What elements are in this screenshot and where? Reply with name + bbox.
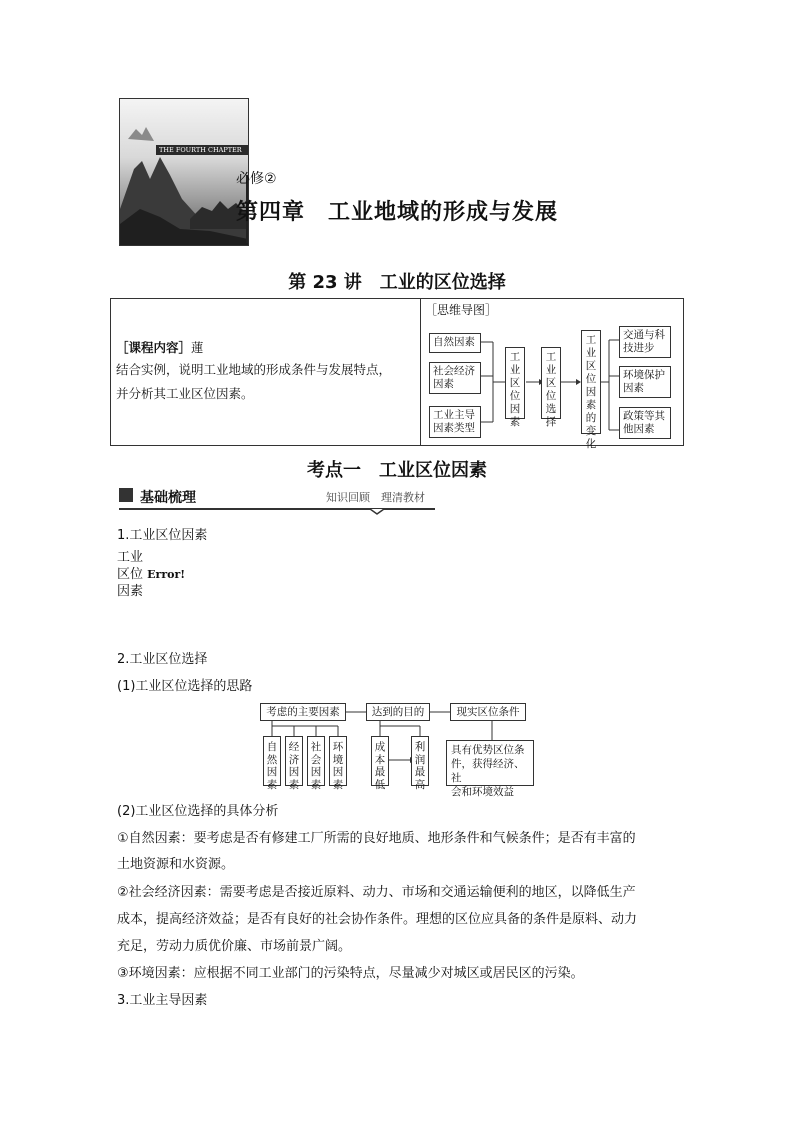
- banner-underline: [119, 508, 435, 510]
- flow-vertical-text: 经济因素: [288, 741, 300, 791]
- paragraph-line: 充足，劳动力质优价廉、市场前景广阔。: [117, 939, 352, 954]
- course-label-suffix: 蓮: [191, 340, 204, 355]
- formula-text: 区位: [117, 567, 144, 582]
- mindmap-location-choice: [541, 347, 561, 428]
- paragraph-line: ③环境因素：应根据不同工业部门的污染特点，尽量减少对城区或居民区的污染。: [117, 966, 584, 981]
- paragraph-line: 成本，提高经济效益；是否有良好的社会协作条件。理想的区位应具备的条件是原料、动力: [117, 912, 638, 927]
- flow-vertical-text: 成本最低: [374, 741, 386, 791]
- flow-reality: 现实区位条件: [450, 703, 526, 721]
- mindmap-policy: 政策等其他因素: [619, 407, 671, 439]
- banner-square-icon: [119, 488, 133, 502]
- mindmap-dominant-factor: 工业主导因素类型: [429, 406, 481, 438]
- heading-3: 3.工业主导因素: [117, 993, 208, 1008]
- chapter-title: 第四章 工业地域的形成与发展: [236, 200, 559, 225]
- course-text-line: 结合实例，说明工业地域的形成条件与发展特点，: [116, 362, 392, 377]
- cover-chapter-strip: THE FOURTH CHAPTER: [156, 145, 249, 155]
- mindmap-tech-progress: 交通与科技进步: [619, 326, 671, 358]
- banner-title: 基础梳理: [140, 490, 196, 506]
- heading-1: 1.工业区位因素: [117, 528, 208, 543]
- mindmap-natural-factor: 自然因素: [429, 333, 481, 353]
- flow-result-line: 会和环境效益: [451, 786, 514, 798]
- heading-2: 2.工业区位选择: [117, 652, 208, 667]
- flow-result: [446, 740, 534, 798]
- flow-vertical-text: 自然因素: [266, 741, 278, 791]
- mindmap-social-factor: 社会经济因素: [429, 362, 481, 394]
- chapter-cover-image: [119, 98, 249, 246]
- flow-main-factors: 考虑的主要因素: [260, 703, 346, 721]
- lesson-title: 第 23 讲 工业的区位选择: [288, 272, 506, 293]
- flow-vertical-text: 利润最高: [414, 741, 426, 791]
- mindmap-label: ［思维导图］: [425, 303, 498, 317]
- mindmap-location-factors: [505, 347, 525, 428]
- course-label: [116, 338, 204, 356]
- book-subtitle: 必修②: [236, 171, 277, 187]
- mindmap-vertical-text: 工业区位因素: [509, 351, 521, 428]
- flow-result-line: 件，获得经济、社: [451, 758, 525, 784]
- flow-vertical-text: 环境因素: [332, 741, 344, 791]
- mindmap-factor-change: [581, 330, 601, 450]
- paragraph-line: 土地资源和水资源。: [117, 857, 235, 872]
- heading-2-2: (2)工业区位选择的具体分析: [117, 804, 279, 819]
- flow-factor-natural: [263, 736, 281, 791]
- heading-2-1: (1)工业区位选择的思路: [117, 679, 253, 694]
- flow-factor-environment: [329, 736, 347, 791]
- paragraph-line: ②社会经济因素：需要考虑是否接近原料、动力、市场和交通运输便利的地区，以降低生产: [117, 885, 636, 900]
- flow-goal-profit: [411, 736, 429, 791]
- flow-goal-cost: [371, 736, 389, 791]
- flow-goal: 达到的目的: [366, 703, 430, 721]
- mindmap-vertical-text: 工业区位因素的变化: [585, 334, 597, 450]
- formula-error: Error!: [147, 568, 186, 581]
- mountain-landscape-icon: [120, 99, 248, 245]
- course-text-line: 并分析其工业区位因素。: [116, 386, 254, 401]
- banner-subtitle: 知识回顾 理清教材: [326, 491, 425, 504]
- flow-factor-social: [307, 736, 325, 791]
- course-label-text: ［课程内容］: [116, 340, 192, 355]
- mindmap-vertical-text: 工业区位选择: [545, 351, 557, 428]
- formula-line: 因素: [117, 584, 144, 599]
- section-title: 考点一 工业区位因素: [307, 460, 487, 481]
- banner-notch-icon: [370, 505, 384, 515]
- mindmap-environment: 环境保护因素: [619, 366, 671, 398]
- flow-vertical-text: 社会因素: [310, 741, 322, 791]
- flow-result-line: 具有优势区位条: [451, 744, 525, 756]
- paragraph-line: ①自然因素：要考虑是否有修建工厂所需的良好地质、地形条件和气候条件；是否有丰富的: [117, 831, 636, 846]
- formula-line: 工业: [117, 550, 144, 565]
- flow-factor-economic: [285, 736, 303, 791]
